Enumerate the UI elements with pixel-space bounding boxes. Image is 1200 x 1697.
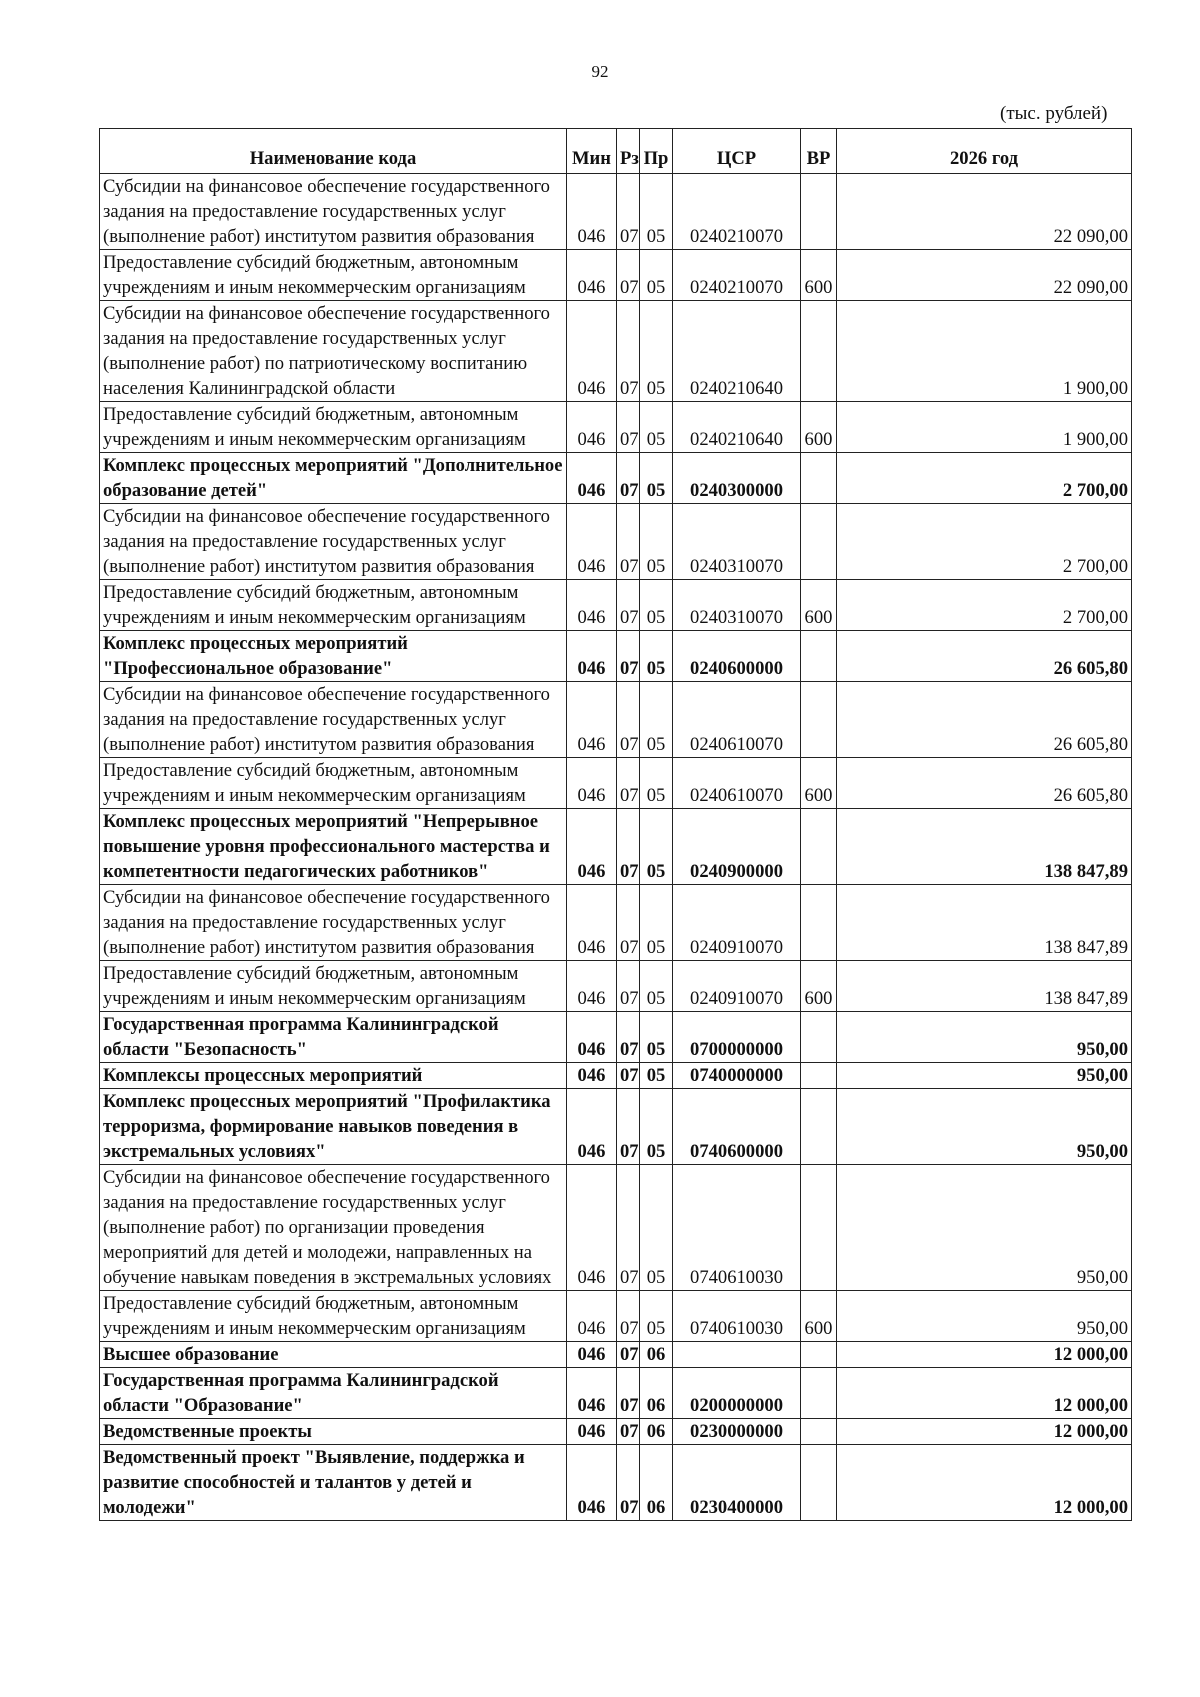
row-min-cell: 046 (567, 631, 617, 682)
row-name-cell: Предоставление субсидий бюджетным, автономным учреждениям и иным некоммерческим организациям (100, 1291, 567, 1342)
table-row (100, 250, 1132, 301)
row-csr-cell: 0740600000 (673, 1089, 801, 1165)
row-pr-cell: 05 (640, 301, 673, 402)
header-rz: Рз (617, 129, 640, 174)
row-value-cell: 950,00 (837, 1165, 1132, 1291)
row-pr-cell: 06 (640, 1342, 673, 1368)
table-row (100, 1012, 1132, 1063)
row-min-cell: 046 (567, 453, 617, 504)
table-row (100, 580, 1132, 631)
row-name-cell: Комплекс процессных мероприятий "Дополнительное образование детей" (100, 453, 567, 504)
row-rz-cell: 07 (617, 885, 640, 961)
row-pr-cell: 06 (640, 1445, 673, 1521)
row-value-cell: 2 700,00 (837, 580, 1132, 631)
row-value-cell: 950,00 (837, 1012, 1132, 1063)
row-name-cell: Субсидии на финансовое обеспечение государственного задания на предоставление государственных услуг (выполнение работ) институтом развития образования (100, 885, 567, 961)
row-vr-cell (801, 1445, 837, 1521)
row-vr-cell: 600 (801, 758, 837, 809)
row-vr-cell (801, 453, 837, 504)
row-pr-cell: 05 (640, 885, 673, 961)
row-value-cell: 22 090,00 (837, 174, 1132, 250)
row-csr-cell: 0230400000 (673, 1445, 801, 1521)
row-pr-cell: 05 (640, 1089, 673, 1165)
table-row (100, 1368, 1132, 1419)
table-row (100, 631, 1132, 682)
row-min-cell: 046 (567, 1445, 617, 1521)
row-rz-cell: 07 (617, 1368, 640, 1419)
row-pr-cell: 06 (640, 1419, 673, 1445)
table-row (100, 174, 1132, 250)
row-vr-cell (801, 1368, 837, 1419)
table-row (100, 885, 1132, 961)
row-min-cell: 046 (567, 682, 617, 758)
row-min-cell: 046 (567, 1012, 617, 1063)
row-name-cell: Предоставление субсидий бюджетным, автономным учреждениям и иным некоммерческим организациям (100, 961, 567, 1012)
row-name-cell: Субсидии на финансовое обеспечение государственного задания на предоставление государственных услуг (выполнение работ) институтом развития образования (100, 504, 567, 580)
row-value-cell: 2 700,00 (837, 453, 1132, 504)
row-min-cell: 046 (567, 1165, 617, 1291)
row-name-cell: Ведомственные проекты (100, 1419, 567, 1445)
row-name-cell: Ведомственный проект "Выявление, поддержка и развитие способностей и талантов у детей и молодежи" (100, 1445, 567, 1521)
row-min-cell: 046 (567, 174, 617, 250)
row-csr-cell: 0240300000 (673, 453, 801, 504)
row-vr-cell (801, 809, 837, 885)
row-value-cell: 138 847,89 (837, 961, 1132, 1012)
row-name-cell: Высшее образование (100, 1342, 567, 1368)
row-min-cell: 046 (567, 885, 617, 961)
row-vr-cell (801, 1165, 837, 1291)
row-min-cell: 046 (567, 1089, 617, 1165)
row-value-cell: 950,00 (837, 1291, 1132, 1342)
row-vr-cell: 600 (801, 1291, 837, 1342)
header-year: 2026 год (837, 129, 1132, 174)
row-pr-cell: 05 (640, 682, 673, 758)
row-pr-cell: 05 (640, 453, 673, 504)
row-csr-cell: 0240210070 (673, 174, 801, 250)
row-min-cell: 046 (567, 1419, 617, 1445)
header-vr: ВР (801, 129, 837, 174)
row-pr-cell: 05 (640, 809, 673, 885)
row-name-cell: Предоставление субсидий бюджетным, автономным учреждениям и иным некоммерческим организациям (100, 402, 567, 453)
row-name-cell: Государственная программа Калининградской области "Образование" (100, 1368, 567, 1419)
row-value-cell: 12 000,00 (837, 1419, 1132, 1445)
row-vr-cell: 600 (801, 961, 837, 1012)
row-csr-cell: 0240900000 (673, 809, 801, 885)
row-value-cell: 1 900,00 (837, 301, 1132, 402)
table-row (100, 961, 1132, 1012)
row-vr-cell (801, 631, 837, 682)
header-min: Мин (567, 129, 617, 174)
row-csr-cell: 0230000000 (673, 1419, 801, 1445)
row-value-cell: 950,00 (837, 1089, 1132, 1165)
table-row (100, 682, 1132, 758)
row-name-cell: Субсидии на финансовое обеспечение государственного задания на предоставление государственных услуг (выполнение работ) институтом развития образования (100, 682, 567, 758)
row-name-cell: Субсидии на финансовое обеспечение государственного задания на предоставление государственных услуг (выполнение работ) институтом развития образования (100, 174, 567, 250)
row-name-cell: Государственная программа Калининградской области "Безопасность" (100, 1012, 567, 1063)
row-pr-cell: 05 (640, 1063, 673, 1089)
page-number: 92 (591, 62, 609, 81)
row-rz-cell: 07 (617, 1445, 640, 1521)
row-csr-cell: 0240610070 (673, 758, 801, 809)
row-rz-cell: 07 (617, 250, 640, 301)
row-vr-cell (801, 1419, 837, 1445)
table-row (100, 453, 1132, 504)
row-csr-cell: 0740610030 (673, 1291, 801, 1342)
table-row (100, 1419, 1132, 1445)
row-value-cell: 2 700,00 (837, 504, 1132, 580)
row-vr-cell (801, 301, 837, 402)
row-name-cell: Субсидии на финансовое обеспечение государственного задания на предоставление государственных услуг (выполнение работ) по патриотическому воспитанию населения Калининградской области (100, 301, 567, 402)
row-min-cell: 046 (567, 758, 617, 809)
row-value-cell: 26 605,80 (837, 682, 1132, 758)
row-vr-cell (801, 174, 837, 250)
row-csr-cell: 0240910070 (673, 885, 801, 961)
row-name-cell: Субсидии на финансовое обеспечение государственного задания на предоставление государственных услуг (выполнение работ) по организации проведения мероприятий для детей и молодежи, направленных на обучение навыкам поведения в экстремальных условиях (100, 1165, 567, 1291)
row-vr-cell (801, 504, 837, 580)
row-vr-cell (801, 682, 837, 758)
row-min-cell: 046 (567, 1291, 617, 1342)
row-value-cell: 12 000,00 (837, 1445, 1132, 1521)
row-rz-cell: 07 (617, 1419, 640, 1445)
row-rz-cell: 07 (617, 453, 640, 504)
budget-table (99, 128, 1132, 1521)
row-value-cell: 26 605,80 (837, 758, 1132, 809)
units-label: (тыс. рублей) (1000, 103, 1108, 124)
row-csr-cell: 0240610070 (673, 682, 801, 758)
row-pr-cell: 05 (640, 1012, 673, 1063)
row-min-cell: 046 (567, 809, 617, 885)
row-name-cell: Предоставление субсидий бюджетным, автономным учреждениям и иным некоммерческим организациям (100, 250, 567, 301)
row-pr-cell: 05 (640, 174, 673, 250)
row-csr-cell (673, 1342, 801, 1368)
row-name-cell: Комплексы процессных мероприятий (100, 1063, 567, 1089)
row-vr-cell (801, 1012, 837, 1063)
row-pr-cell: 05 (640, 250, 673, 301)
row-min-cell: 046 (567, 1342, 617, 1368)
row-pr-cell: 05 (640, 758, 673, 809)
row-min-cell: 046 (567, 580, 617, 631)
row-pr-cell: 05 (640, 1291, 673, 1342)
table-row (100, 1445, 1132, 1521)
row-value-cell: 950,00 (837, 1063, 1132, 1089)
header-csr: ЦСР (673, 129, 801, 174)
header-pr: Пр (640, 129, 673, 174)
row-rz-cell: 07 (617, 961, 640, 1012)
row-name-cell: Предоставление субсидий бюджетным, автономным учреждениям и иным некоммерческим организациям (100, 758, 567, 809)
row-vr-cell: 600 (801, 250, 837, 301)
row-min-cell: 046 (567, 1063, 617, 1089)
row-pr-cell: 05 (640, 961, 673, 1012)
row-pr-cell: 05 (640, 631, 673, 682)
row-rz-cell: 07 (617, 402, 640, 453)
table-row (100, 504, 1132, 580)
row-value-cell: 22 090,00 (837, 250, 1132, 301)
row-rz-cell: 07 (617, 1342, 640, 1368)
row-vr-cell (801, 1089, 837, 1165)
table-row (100, 1291, 1132, 1342)
row-rz-cell: 07 (617, 1165, 640, 1291)
row-pr-cell: 05 (640, 504, 673, 580)
row-vr-cell: 600 (801, 580, 837, 631)
row-value-cell: 12 000,00 (837, 1368, 1132, 1419)
table-row (100, 1063, 1132, 1089)
row-rz-cell: 07 (617, 1012, 640, 1063)
row-rz-cell: 07 (617, 631, 640, 682)
row-rz-cell: 07 (617, 1089, 640, 1165)
row-min-cell: 046 (567, 504, 617, 580)
row-csr-cell: 0200000000 (673, 1368, 801, 1419)
header-name: Наименование кода (100, 129, 567, 174)
row-rz-cell: 07 (617, 758, 640, 809)
row-min-cell: 046 (567, 250, 617, 301)
row-vr-cell (801, 1342, 837, 1368)
row-pr-cell: 05 (640, 580, 673, 631)
row-min-cell: 046 (567, 961, 617, 1012)
row-csr-cell: 0240210070 (673, 250, 801, 301)
row-name-cell: Комплекс процессных мероприятий "Непрерывное повышение уровня профессионального мастерства и компетентности педагогических работников" (100, 809, 567, 885)
row-vr-cell (801, 885, 837, 961)
row-csr-cell: 0240910070 (673, 961, 801, 1012)
table-row (100, 1342, 1132, 1368)
row-value-cell: 138 847,89 (837, 885, 1132, 961)
row-pr-cell: 05 (640, 1165, 673, 1291)
row-name-cell: Комплекс процессных мероприятий "Профилактика терроризма, формирование навыков поведения в экстремальных условиях" (100, 1089, 567, 1165)
table-row (100, 1089, 1132, 1165)
row-rz-cell: 07 (617, 301, 640, 402)
row-csr-cell: 0240210640 (673, 301, 801, 402)
table-row (100, 402, 1132, 453)
row-rz-cell: 07 (617, 580, 640, 631)
table-header-row (100, 129, 1132, 174)
table-row (100, 809, 1132, 885)
row-min-cell: 046 (567, 1368, 617, 1419)
row-rz-cell: 07 (617, 682, 640, 758)
row-min-cell: 046 (567, 301, 617, 402)
row-csr-cell: 0240210640 (673, 402, 801, 453)
row-csr-cell: 0740000000 (673, 1063, 801, 1089)
row-min-cell: 046 (567, 402, 617, 453)
row-value-cell: 1 900,00 (837, 402, 1132, 453)
table-row (100, 301, 1132, 402)
row-rz-cell: 07 (617, 809, 640, 885)
row-rz-cell: 07 (617, 1063, 640, 1089)
row-rz-cell: 07 (617, 174, 640, 250)
row-csr-cell: 0740610030 (673, 1165, 801, 1291)
row-value-cell: 26 605,80 (837, 631, 1132, 682)
row-csr-cell: 0700000000 (673, 1012, 801, 1063)
row-rz-cell: 07 (617, 504, 640, 580)
row-csr-cell: 0240310070 (673, 580, 801, 631)
row-name-cell: Предоставление субсидий бюджетным, автономным учреждениям и иным некоммерческим организациям (100, 580, 567, 631)
row-pr-cell: 06 (640, 1368, 673, 1419)
table-row (100, 758, 1132, 809)
row-pr-cell: 05 (640, 402, 673, 453)
row-vr-cell (801, 1063, 837, 1089)
row-name-cell: Комплекс процессных мероприятий "Профессиональное образование" (100, 631, 567, 682)
row-value-cell: 138 847,89 (837, 809, 1132, 885)
row-csr-cell: 0240600000 (673, 631, 801, 682)
row-vr-cell: 600 (801, 402, 837, 453)
table-row (100, 1165, 1132, 1291)
row-rz-cell: 07 (617, 1291, 640, 1342)
row-csr-cell: 0240310070 (673, 504, 801, 580)
row-value-cell: 12 000,00 (837, 1342, 1132, 1368)
